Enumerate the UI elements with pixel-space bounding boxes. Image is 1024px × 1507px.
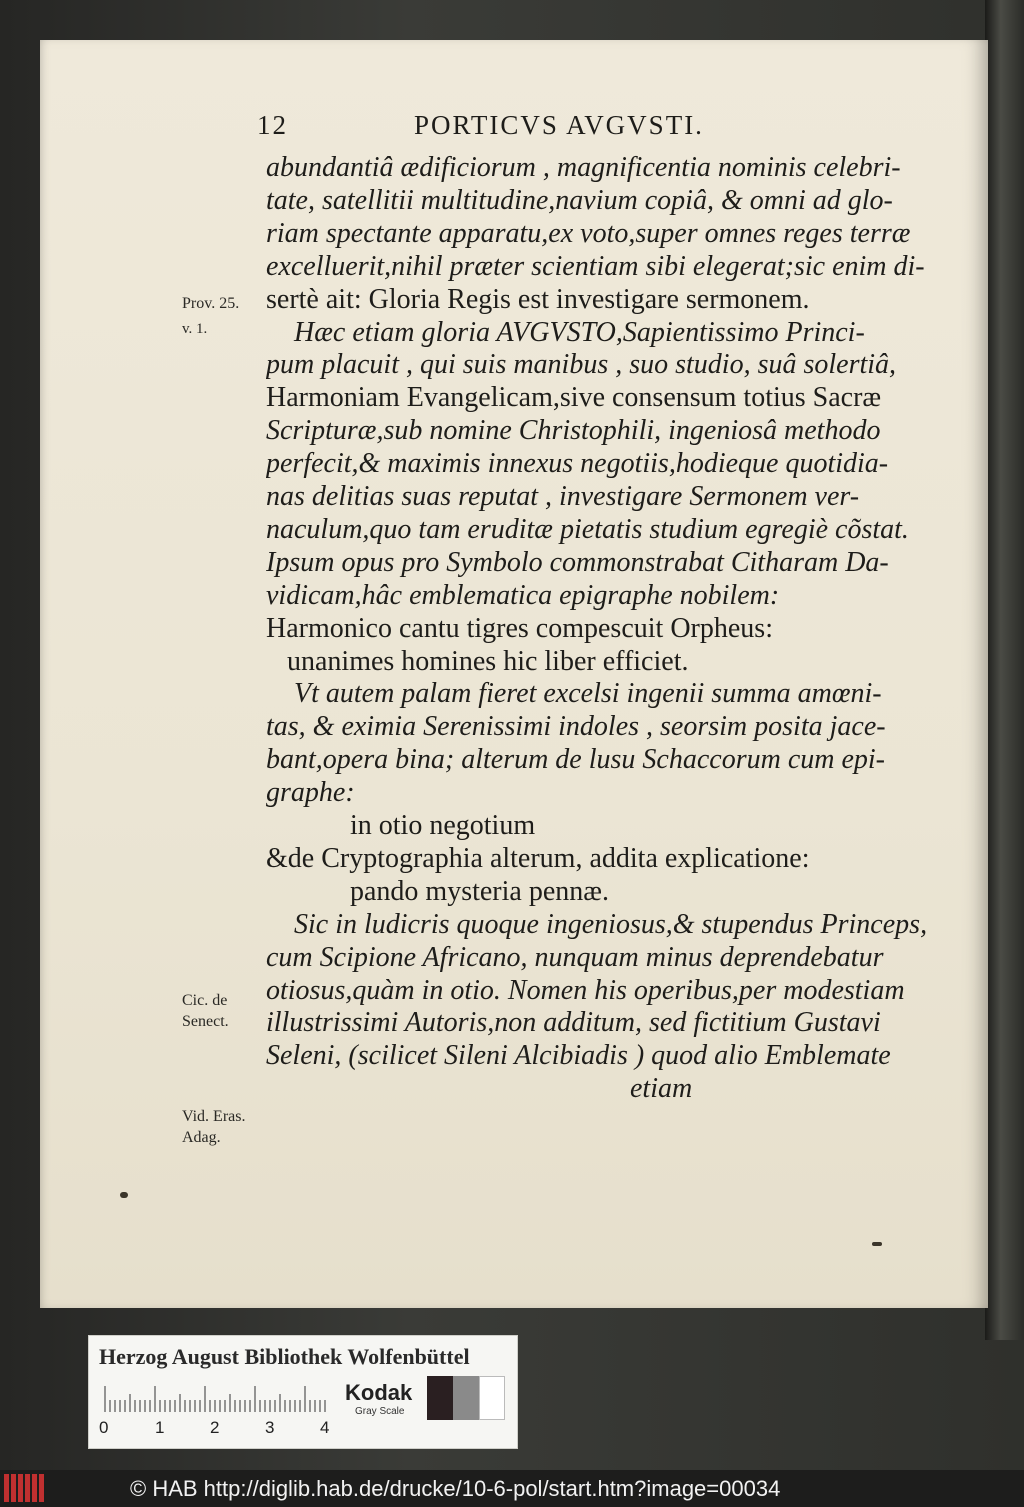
margin-note-vid: Vid. Eras. [182,1108,246,1125]
text-line: tas, & eximia Serenissimi indoles , seorsim posita jace- [266,711,886,743]
ruler-number: 3 [265,1418,275,1437]
margin-note-adag: Adag. [182,1129,221,1146]
text-line: cum Scipione Africano, nunquam minus deprendebatur [266,941,884,973]
text-line: naculum,quo tam eruditæ pietatis studium egregiè cõstat. [266,513,909,545]
text-line: Sic in ludicris quoque ingeniosus,& stupendus Princeps, [266,908,928,940]
ruler-number: 0 [99,1418,109,1437]
library-name: Herzog August Bibliothek Wolfenbüttel [99,1344,470,1369]
margin-note-senect: Senect. [182,1013,229,1030]
text-line: perfecit,& maximis innexus negotiis,hodieque quotidia- [266,448,889,480]
ink-blot [120,1192,128,1198]
text-line: Ipsum opus pro Symbolo commonstrabat Citharam Da- [266,546,889,578]
hab-logo-icon [4,1474,44,1502]
text-line: pum placuit , qui suis manibus , suo studio, suâ solertiâ, [266,349,897,381]
gray-patch-mid [453,1376,479,1420]
page-number: 12 [257,110,288,140]
text-line: Vt autem palam fieret excelsi ingenii summa amœni- [266,678,882,710]
kodak-logo: Kodak [345,1380,413,1405]
margin-note-prov: Prov. 25. [182,295,240,312]
text-line: illustrissimi Autoris,non additum, sed fictitium Gustavi [266,1007,881,1039]
footer-bar [0,1470,1024,1507]
text-line: otiosus,quàm in otio. Nomen his operibus,per modestiam [266,974,905,1006]
text-line: sertè ait: Gloria Regis est investigare sermonem. [266,283,810,315]
copyright-url: © HAB http://diglib.hab.de/drucke/10-6-pol/start.htm?image=00034 [130,1476,781,1501]
ruler-number: 2 [210,1418,220,1437]
ink-blot [872,1242,882,1246]
text-line: &de Cryptographia alterum, addita explicatione: [266,842,810,874]
text-line: abundantiâ ædificiorum , magnificentia nominis celebri- [266,152,901,183]
page-text [40,40,988,1308]
text-line: Seleni, (scilicet Sileni Alcibiadis ) quod alio Emblemate [266,1040,891,1072]
text-line: etiam [266,1073,693,1105]
text-line: graphe: [266,777,355,809]
text-line: bant,opera bina; alterum de lusu Schaccorum cum epi- [266,744,885,776]
text-line: nas delitias suas reputat , investigare Sermonem ver- [266,481,860,512]
text-line: riam spectante apparatu,ex voto,super omnes reges terræ [266,217,911,249]
text-line: excelluerit,nihil præter scientiam sibi elegerat;sic enim di- [266,250,925,282]
running-head-title: PORTICVS AVGVSTI. [414,110,704,140]
margin-note-prov-verse: v. 1. [182,321,208,337]
gray-patch-white [479,1376,505,1420]
text-line: in otio negotium [266,810,536,841]
text-line: Harmoniam Evangelicam,sive consensum totius Sacræ [266,382,882,414]
text-line: Scripturæ,sub nomine Christophili, ingeniosâ methodo [266,415,881,447]
text-line: Hæc etiam gloria AVGVSTO,Sapientissimo Princi- [266,316,865,348]
color-reference-strip [88,1335,518,1449]
text-line: Harmonico cantu tigres compescuit Orpheus: [266,612,773,644]
facing-page-edge [985,0,1024,1340]
text-line: vidicam,hâc emblematica epigraphe nobilem: [266,579,780,611]
text-line: tate, satellitii multitudine,navium copiâ, & omni ad glo- [266,184,893,216]
ruler-number: 1 [155,1418,165,1437]
book-page [40,40,988,1308]
gray-patch-dark [427,1376,453,1420]
gray-scale-label: Gray Scale [355,1406,405,1417]
ruler-number: 4 [320,1418,330,1437]
text-line: unanimes homines hic liber efficiet. [266,645,689,677]
text-line: pando mysteria pennæ. [266,875,609,907]
ruler-scale [103,1384,333,1414]
margin-note-cic: Cic. de [182,992,228,1009]
